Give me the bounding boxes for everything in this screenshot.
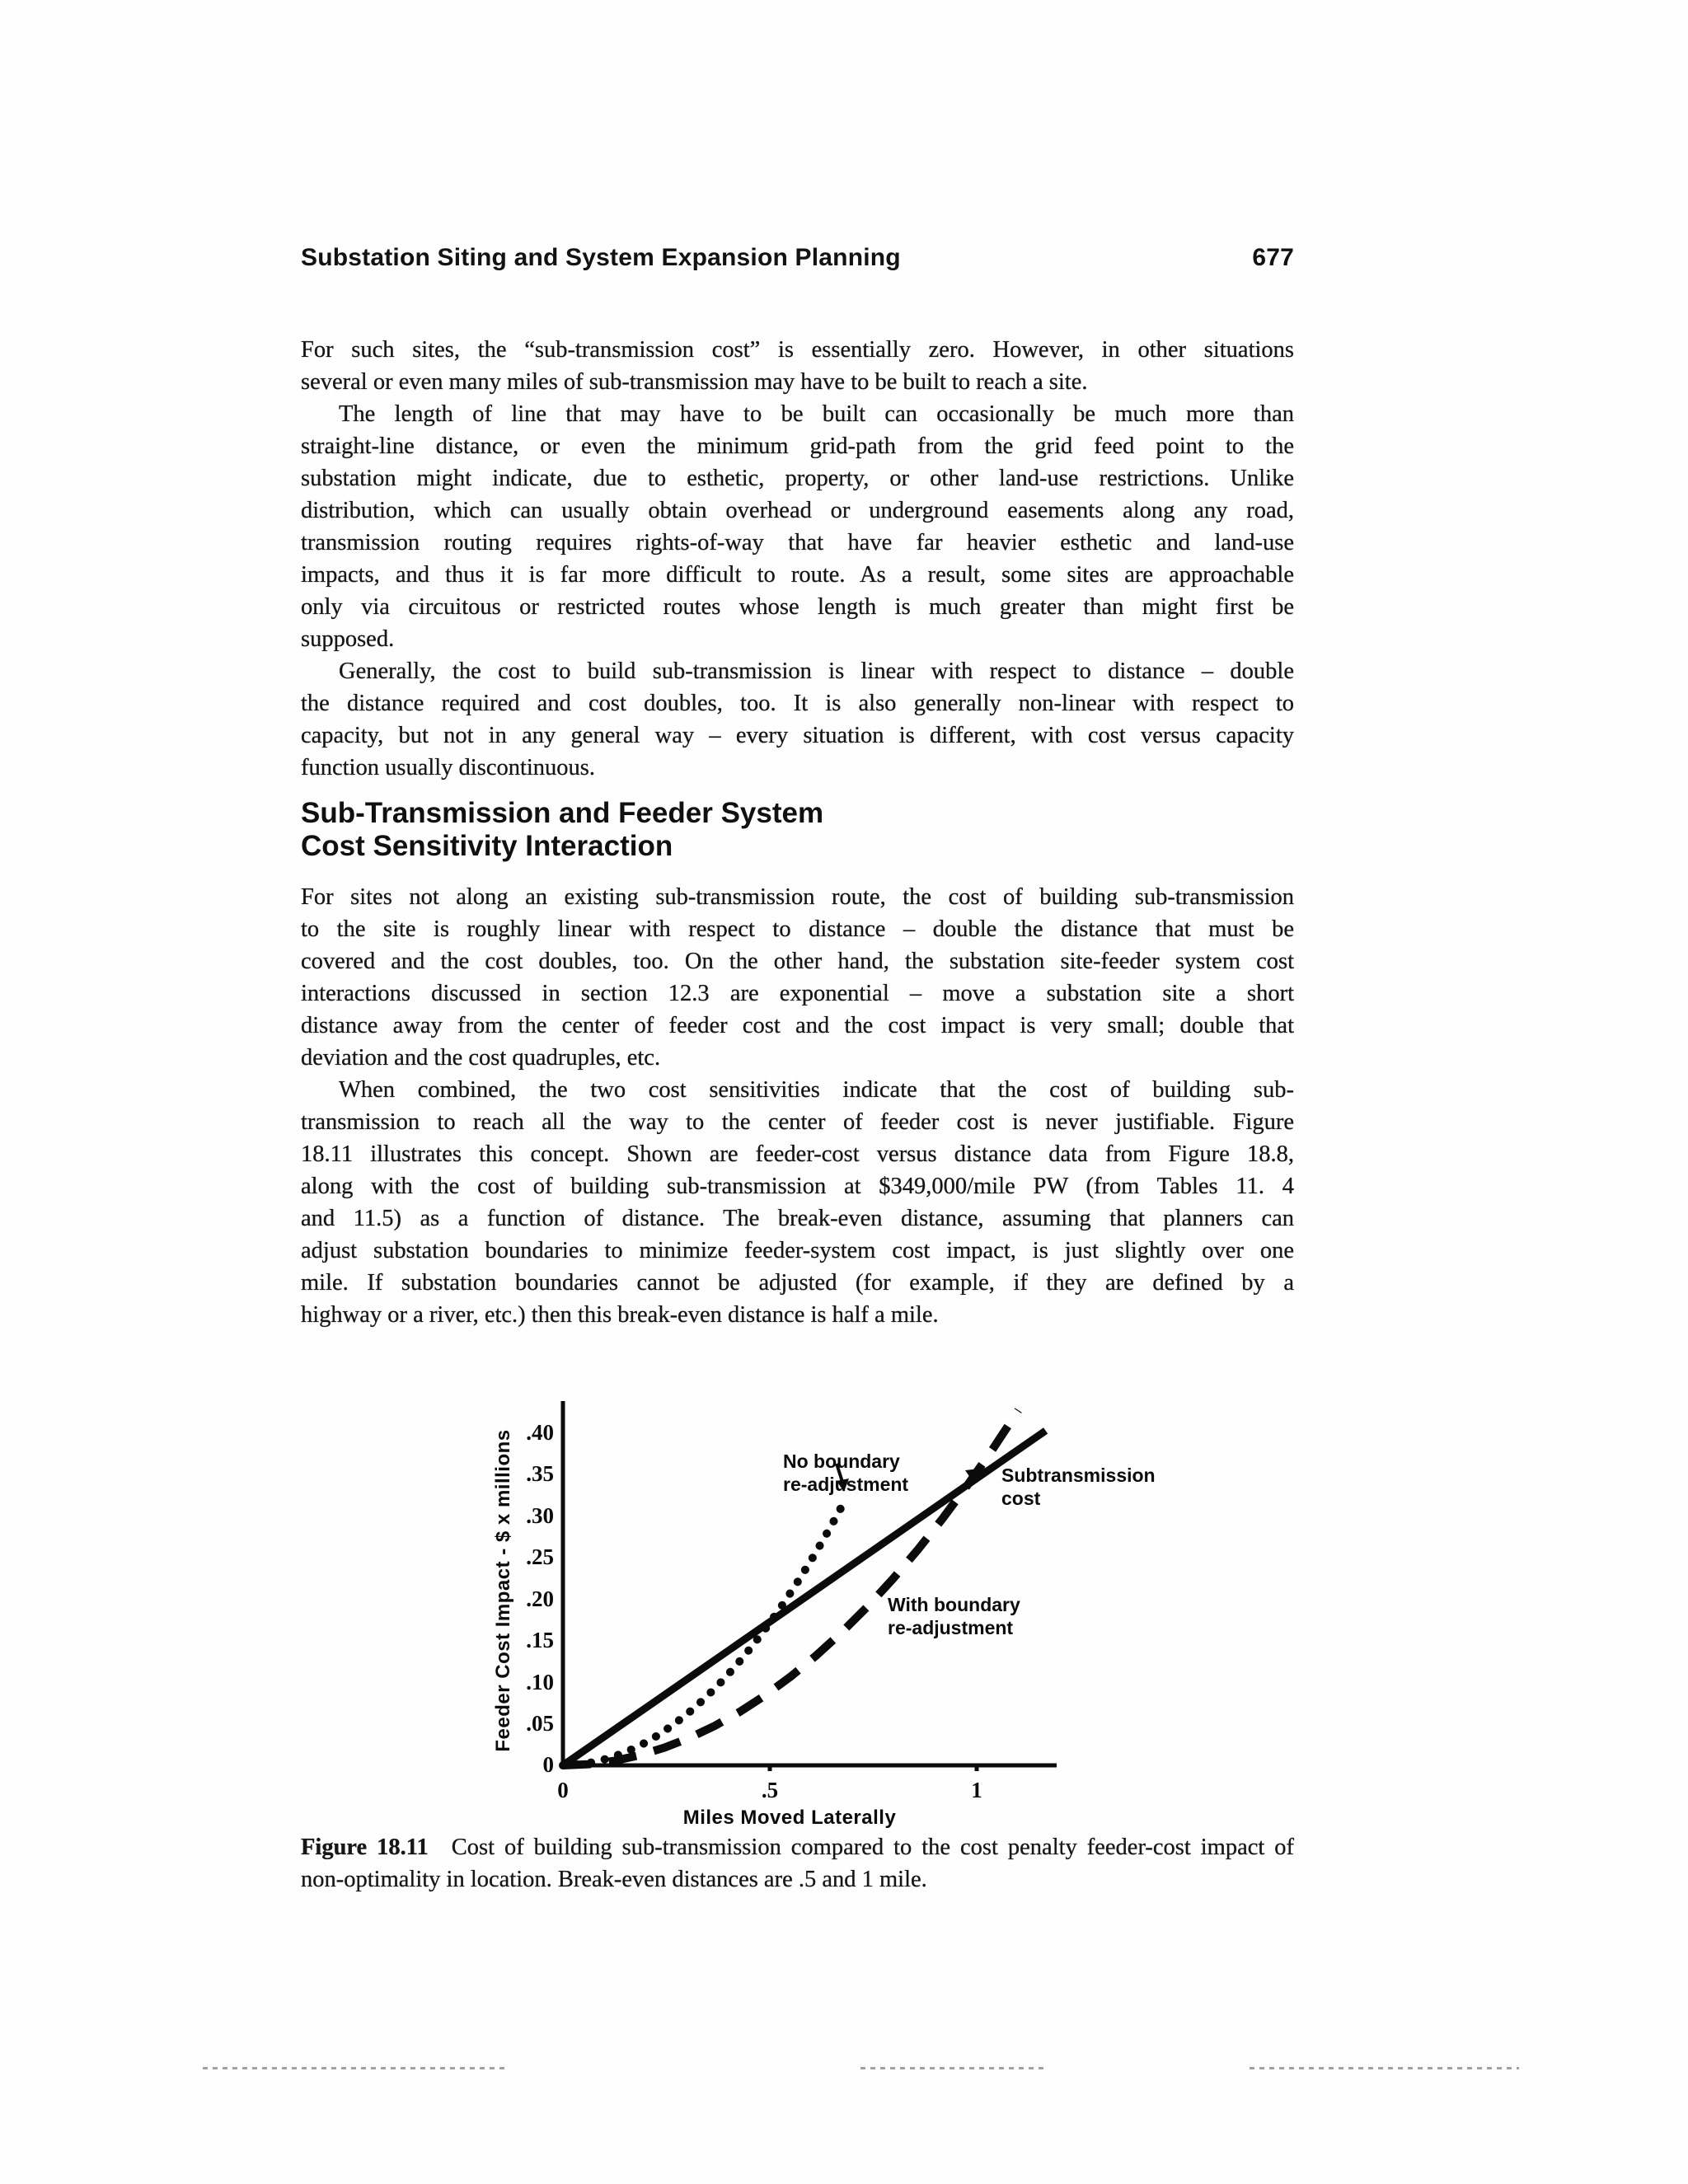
caption-line-2 [301, 1863, 1294, 1896]
text-line: function usually discontinuous. [301, 755, 596, 780]
text-line: For such sites, the “sub-transmission cost” is essentially zero. However, in other situations [301, 337, 1294, 363]
text-line: to the site is roughly linear with respect to distance – double the distance that must be [301, 916, 1294, 942]
text-line: supposed. [301, 626, 395, 652]
text-line: and 11.5) as a function of distance. The break-even distance, assuming that planners can [301, 1206, 1294, 1231]
y-tick-040: .40 [526, 1420, 554, 1445]
no-boundary-label-line1: No boundary [783, 1451, 900, 1472]
no-boundary-curve [563, 1497, 847, 1765]
text-line: deviation and the cost quadruples, etc. [301, 1045, 661, 1071]
text-line: the distance required and cost doubles, too. It is also generally non-linear with respect to [301, 691, 1294, 716]
x-tick-0: 0 [557, 1778, 569, 1802]
text-line: straight-line distance, or even the minimum grid-path from the grid feed point to the [301, 434, 1294, 459]
text-line: mile. If substation boundaries cannot be adjusted (for example, if they are defined by a [301, 1270, 1294, 1296]
scan-artifact [203, 2067, 506, 2069]
with-boundary-label-line2: re-adjustment [888, 1617, 1014, 1638]
text-line: highway or a river, etc.) then this break-even distance is half a mile. [301, 1302, 939, 1328]
y-tick-020: .20 [526, 1586, 554, 1611]
y-tick-030: .30 [526, 1503, 554, 1528]
heading-line: Cost Sensitivity Interaction [301, 830, 673, 862]
no-boundary-label-line2: re-adjustment [783, 1474, 909, 1495]
page-number: 677 [1252, 244, 1294, 271]
section-heading [301, 797, 1294, 863]
chart-svg [462, 1360, 1220, 1836]
x-tick-half: .5 [761, 1778, 779, 1802]
text-line: capacity, but not in any general way – every situation is different, with cost versus capacity [301, 723, 1294, 748]
text-line: 18.11 illustrates this concept. Shown are feeder-cost versus distance data from Figure 18.8, [301, 1141, 1294, 1167]
y-tick-025: .25 [526, 1544, 554, 1569]
y-tick-005: .05 [526, 1711, 554, 1736]
text-line: interactions discussed in section 12.3 are exponential – move a substation site a short [301, 981, 1294, 1006]
text-line: For sites not along an existing sub-transmission route, the cost of building sub-transmission [301, 884, 1294, 910]
y-tick-035: .35 [526, 1461, 554, 1486]
text-line: When combined, the two cost sensitivities indicate that the cost of building sub- [339, 1077, 1294, 1103]
text-line: distribution, which can usually obtain overhead or underground easements along any road, [301, 498, 1294, 523]
scan-artifact [860, 2067, 1047, 2069]
x-axis-label: Miles Moved Laterally [682, 1807, 897, 1829]
scan-artifact [1250, 2067, 1519, 2069]
x-tick-one: 1 [971, 1778, 982, 1802]
with-boundary-label-line1: With boundary [888, 1594, 1020, 1615]
text-line: adjust substation boundaries to minimize feeder-system cost impact, is just slightly over one [301, 1238, 1294, 1263]
text-line: transmission routing requires rights-of-way that have far heavier esthetic and land-use [301, 530, 1294, 555]
text-line: Generally, the cost to build sub-transmission is linear with respect to distance – double [339, 658, 1294, 684]
text-line: only via circuitous or restricted routes whose length is much greater than might first be [301, 594, 1294, 620]
page-header-title: Substation Siting and System Expansion Planning [301, 244, 901, 271]
text-line: The length of line that may have to be built can occasionally be much more than [339, 401, 1294, 427]
y-tick-015: .15 [526, 1628, 554, 1652]
text-line: substation might indicate, due to esthetic, property, or other land-use restrictions. Unlike [301, 466, 1294, 491]
text-line: distance away from the center of feeder cost and the cost impact is very small; double that [301, 1013, 1294, 1038]
y-tick-010: .10 [526, 1670, 554, 1694]
text-line: impacts, and thus it is far more difficult to route. As a result, some sites are approachable [301, 562, 1294, 588]
figure-18-11 [462, 1360, 1220, 1836]
text-line: several or even many miles of sub-transmission may have to be built to reach a site. [301, 369, 1088, 395]
caption-text-1: Cost of building sub-transmission compared to the cost penalty feeder-cost impact of [451, 1835, 1295, 1860]
caption-label: Figure 18.11 [301, 1835, 429, 1860]
body-text [301, 334, 1294, 1331]
subtransmission-label-line1: Subtransmission [1001, 1465, 1156, 1486]
text-line: transmission to reach all the way to the center of feeder cost is never justifiable. Figure [301, 1109, 1294, 1135]
text-line: along with the cost of building sub-transmission at $349,000/mile PW (from Tables 11. 4 [301, 1174, 1294, 1199]
caption-text-2: non-optimality in location. Break-even distances are .5 and 1 mile. [301, 1867, 927, 1892]
subtransmission-label-line2: cost [1001, 1488, 1041, 1509]
text-line: covered and the cost doubles, too. On the other hand, the substation site-feeder system cost [301, 949, 1294, 974]
page-header [301, 244, 1294, 272]
y-axis-label: Feeder Cost Impact - $ x millions [492, 1429, 514, 1752]
figure-caption [301, 1831, 1294, 1896]
heading-line: Sub-Transmission and Feeder System [301, 797, 824, 829]
caption-line-1 [301, 1831, 1294, 1863]
y-tick-0: 0 [542, 1752, 554, 1777]
